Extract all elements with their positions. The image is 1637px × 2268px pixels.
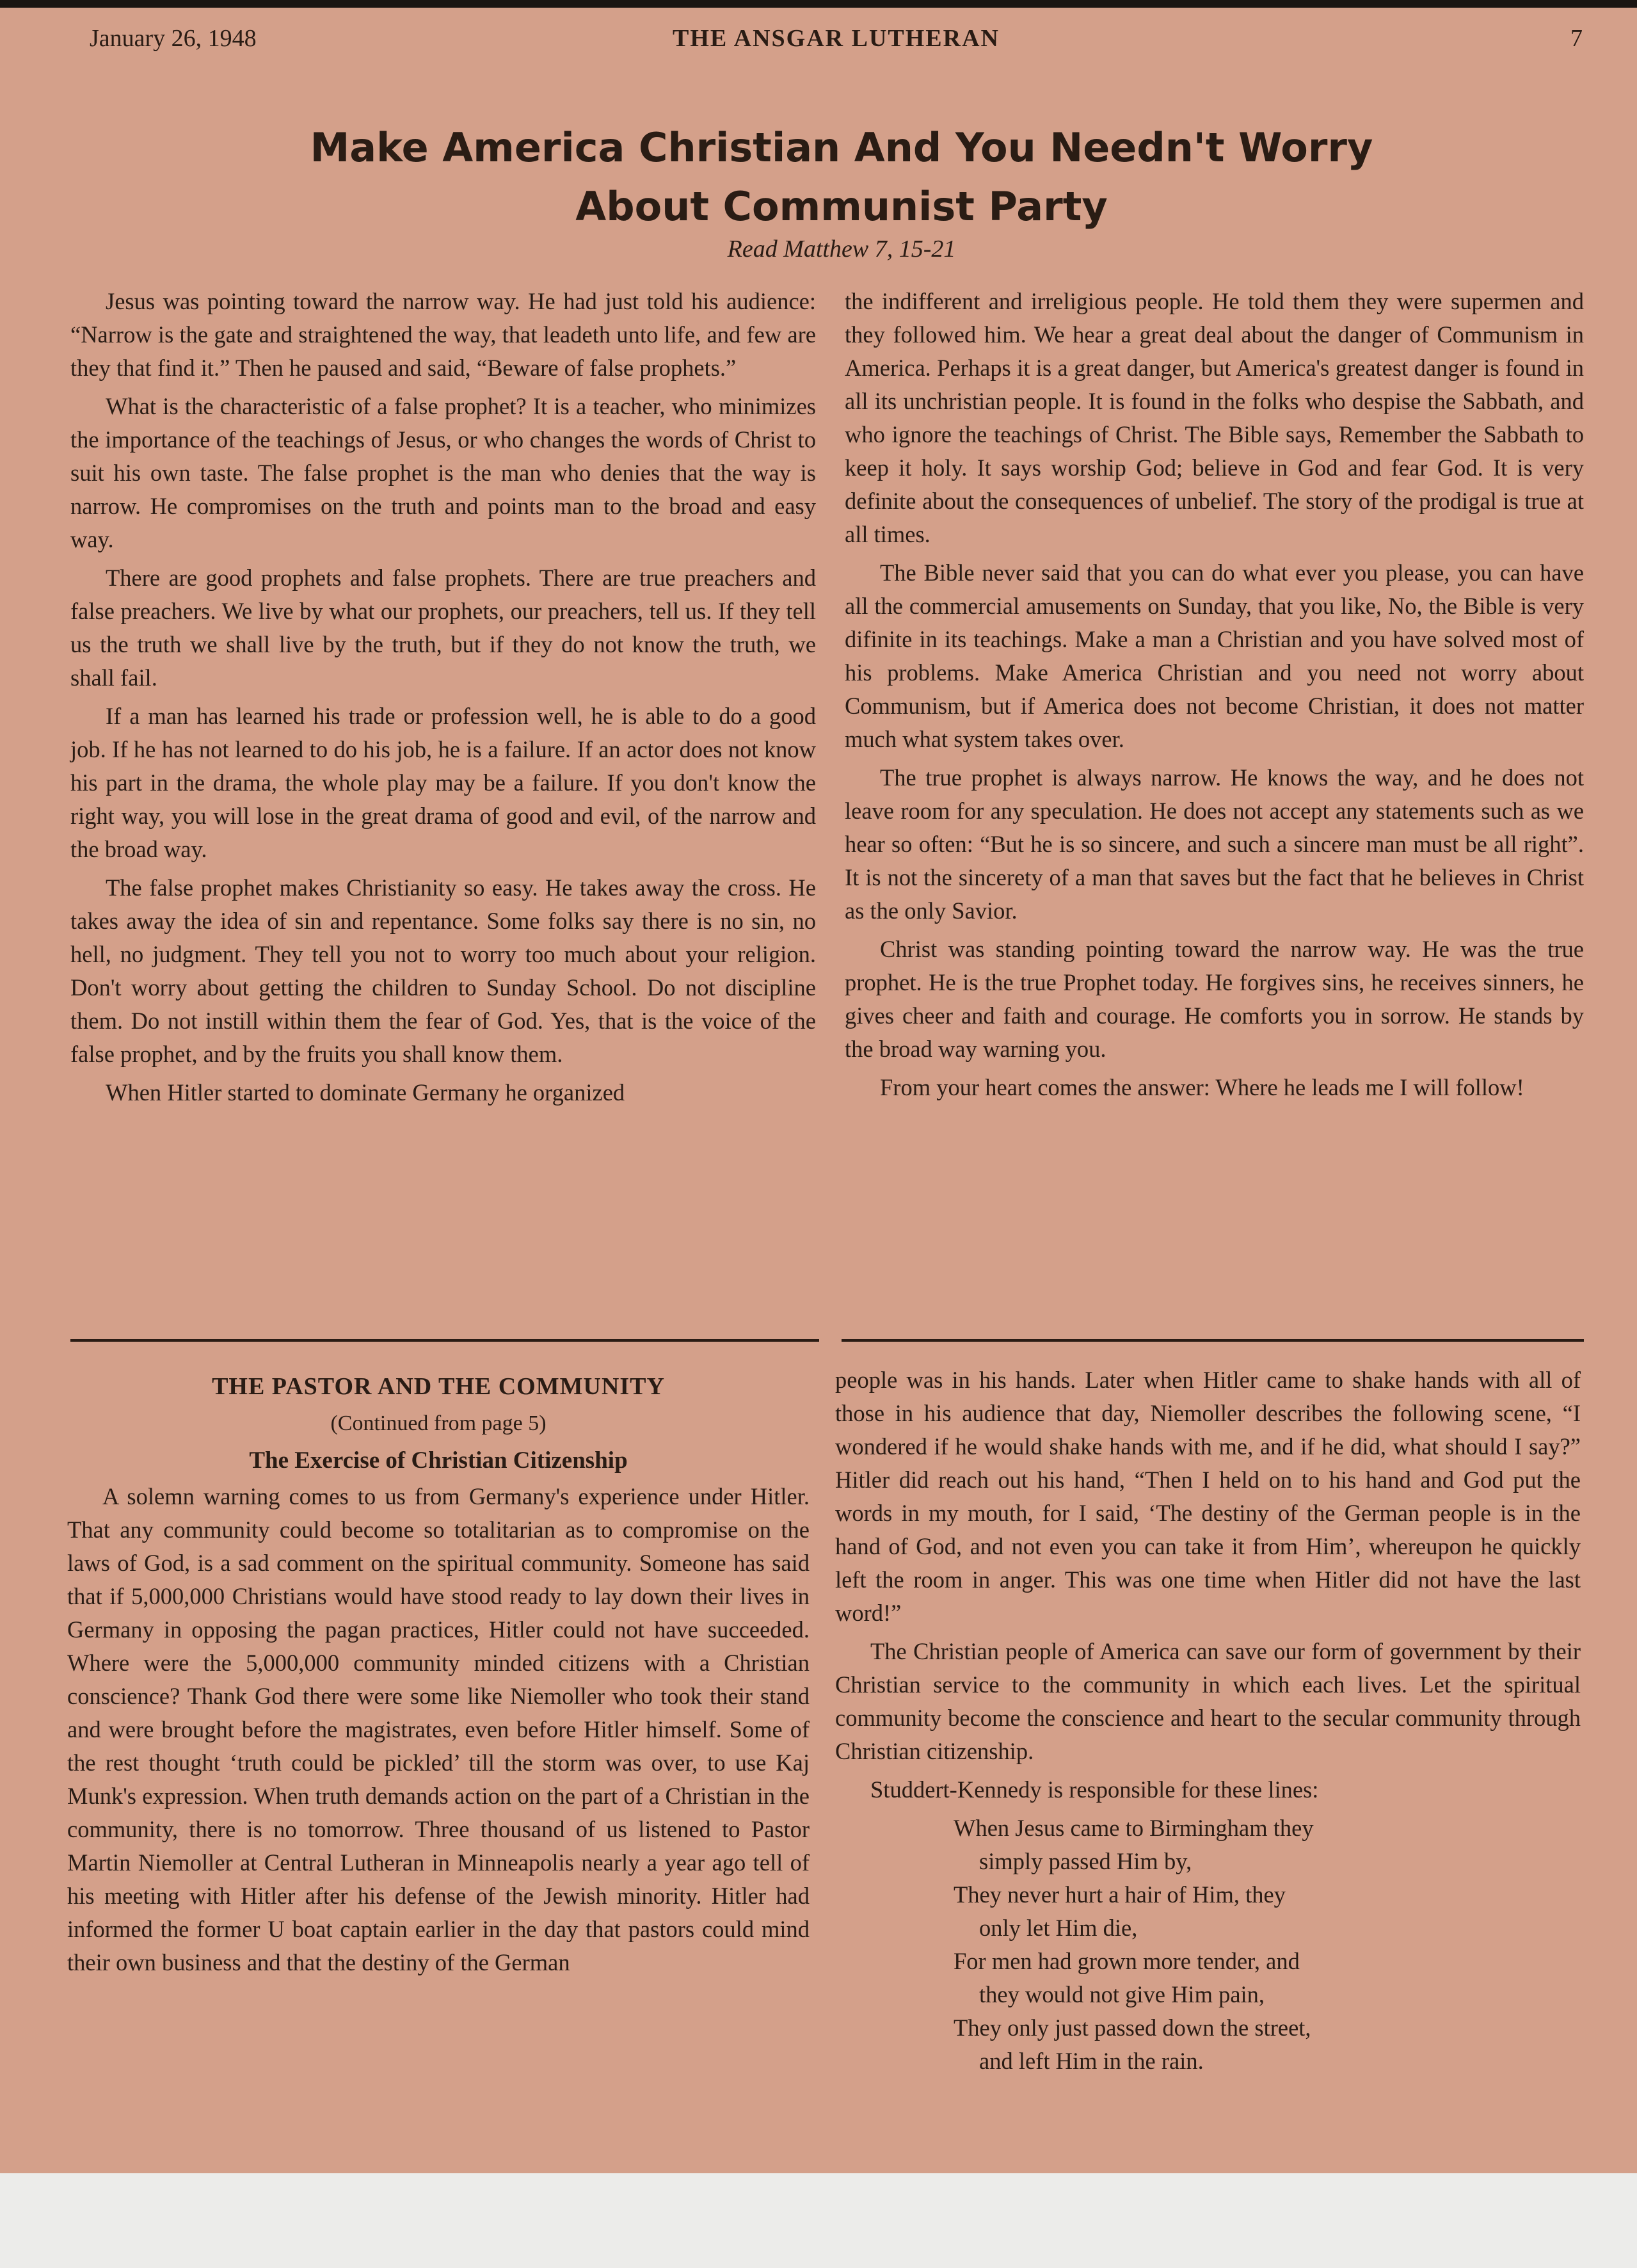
paragraph: There are good prophets and false prophets. There are true preachers and false preachers. We live by what our prophets, our preachers, tell us. If they tell us the truth we shall live by the truth, but if they do not know the truth, we shall fail. [70,565,816,691]
newspaper-name: THE ANSGAR LUTHERAN [673,25,1000,52]
section-divider [842,1339,1584,1342]
section-column-left [67,1363,810,1984]
poem-line: they would not give Him pain, [979,1981,1265,2007]
article-title-line-1: Make America Christian And You Needn't Worry [310,124,1373,171]
paragraph: The Christian people of America can save our form of government by their Christian service to the community in which each lives. Let the spiritual community become the conscience and heart to the secular community through Christian citizenship. [835,1638,1581,1764]
article-title-line-2: About Communist Party [575,183,1108,230]
paragraph: The Bible never said that you can do what ever you please, you can have all the commercial amusements on Sunday, that you like, No, the Bible is very difinite in its teachings. Make a man a Christian and you have solved most of his problems. Make America Christian and you need not worry about Communism, but if America does not become Christian, it does not matter much what system takes over. [845,559,1584,752]
paragraph: Christ was standing pointing toward the narrow way. He was the true prophet. He is the true Prophet today. He forgives sins, he receives sinners, he gives cheer and faith and courage. He comforts you in sorrow. He stands by the broad way warning you. [845,936,1584,1062]
page-header [90,19,1583,58]
paragraph: What is the characteristic of a false prophet? It is a teacher, who minimizes the importance of the teachings of Jesus, or who changes the words of Christ to suit his own taste. The false prophet is the man who denies that the way is narrow. He compromises on the truth and points man to the broad and easy way. [70,393,816,552]
paragraph: The true prophet is always narrow. He knows the way, and he does not leave room for any speculation. He does not accept any statements such as we hear so often: “But he is so sincere, and such a sincere man must be all right”. It is not the sincerety of a man that saves but the fact that he believes in Christ as the only Savior. [845,764,1584,924]
paragraph: people was in his hands. Later when Hitler came to shake hands with all of those in his audience that day, Niemoller describes the following scene, “I wondered if he would shake hands with me, and if he did, what should I say?” Hitler did reach out his hand, “Then I held on to his hand and God put the words in my mouth, for I said, ‘The destiny of the German people is in the hand of God, and not even you can take it from Him’, whereupon he quickly left the room in anger. This was one time when Hitler did not have the last word!” [835,1367,1581,1626]
paragraph: When Hitler started to dominate Germany he organized [106,1079,625,1106]
paragraph: A solemn warning comes to us from Germany's experience under Hitler. That any community could become so totalitarian as to compromise on the laws of God, is a sad comment on the spiritual community. Someone has said that if 5,000,000 Christians would have stood ready to lay down their lives in Germany in opposing the pagan practices, Hitler could not have succeeded. Where were the 5,000,000 community minded citizens with a Christian conscience? Thank God there were some like Niemoller who took their stand and were brought before the magistrates, even before Hitler himself. Some of the rest thought ‘truth could be pickled’ till the storm was over, to use Kaj Munk's expression. When truth demands action on the part of a Christian in the community, there is no tomorrow. Three thousand of us listened to Pastor Martin Niemoller at Central Lutheran in Minneapolis nearly a year ago tell of his meeting with Hitler after his defense of the Jewish minority. Hitler had informed the former U boat captain earlier in the day that pastors could mind their own business and that the destiny of the German [67,1483,810,1975]
poem [954,1812,1581,2078]
paragraph: the indifferent and irreligious people. He told them they were supermen and they followed him. We hear a great deal about the danger of Communism in America. Perhaps it is a great danger, but America's greatest danger is found in all its unchristian people. It is found in the folks who despise the Sabbath, and who ignore the teachings of Christ. The Bible says, Remember the Sabbath to keep it holy. It says worship God; believe in God and fear God. It is very definite about the consequences of unbelief. The story of the prodigal is true at all times. [845,288,1584,547]
section-subheading: The Exercise of Christian Citizenship [249,1447,628,1474]
poem-line: For men had grown more tender, and [954,1948,1300,1974]
continued-note: (Continued from page 5) [330,1411,547,1435]
page-number: 7 [1570,25,1583,52]
issue-date: January 26, 1948 [90,25,257,52]
poem-line: They only just passed down the street, [954,2015,1311,2041]
article-column-right [845,285,1584,1109]
paragraph: Studdert-Kennedy is responsible for these lines: [870,1776,1319,1803]
section-divider [70,1339,819,1342]
paragraph: If a man has learned his trade or profession well, he is able to do a good job. If he has not learned to do his job, he is a failure. If an actor does not know his part in the drama, the whole play may be a failure. If you don't know the right way, you will lose in the great drama of good and evil, of the narrow and the broad way. [70,703,816,862]
poem-line: and left Him in the rain. [979,2048,1204,2074]
section-column-right [835,1363,1581,2078]
poem-line: They never hurt a hair of Him, they [954,1881,1286,1908]
scan-top-edge [0,0,1637,8]
paragraph: The false prophet makes Christianity so easy. He takes away the cross. He takes away the idea of sin and repentance. Some folks say there is no sin, no hell, no judgment. They tell you not to worry too much about your religion. Don't worry about getting the children to Sunday School. Do not discipline them. Do not instill within them the fear of God. Yes, that is the voice of the false prophet, and by the fruits you shall know them. [70,874,816,1067]
article-column-left [70,285,816,1114]
paragraph: From your heart comes the answer: Where he leads me I will follow! [880,1074,1524,1100]
poem-line: simply passed Him by, [979,1848,1192,1874]
section-heading: THE PASTOR AND THE COMMUNITY [212,1373,665,1400]
article-scripture-reference: Read Matthew 7, 15-21 [727,236,956,262]
poem-line: When Jesus came to Birmingham they [954,1815,1314,1841]
poem-line: only let Him die, [979,1915,1138,1941]
article-title [90,118,1593,236]
paragraph: Jesus was pointing toward the narrow way. He had just told his audience: “Narrow is the gate and straightened the way, that leadeth unto life, and few are they that find it.” Then he paused and said, “Beware of false prophets.” [70,288,816,381]
